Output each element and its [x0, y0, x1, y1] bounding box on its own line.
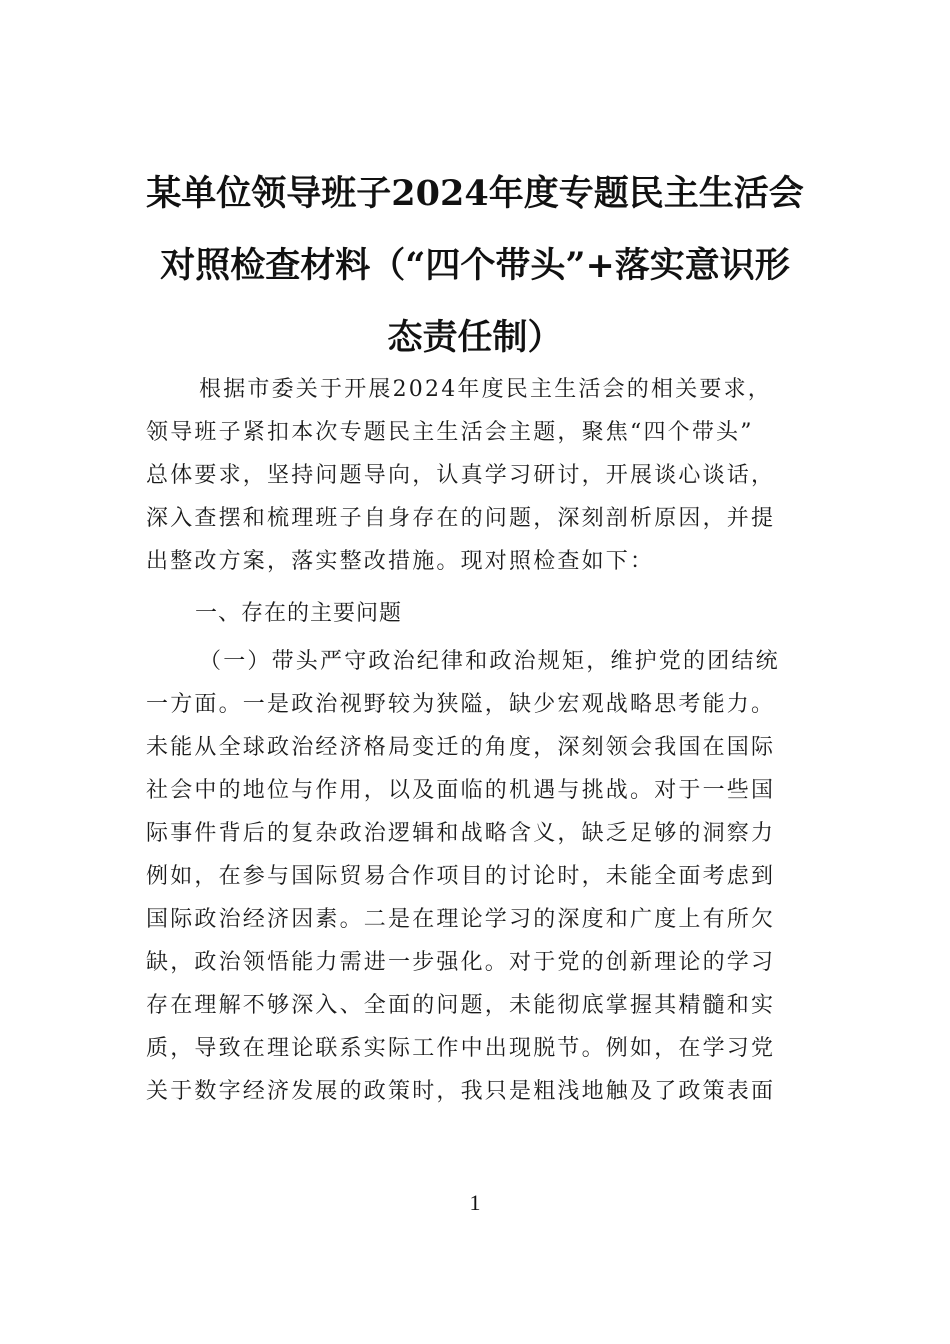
intro-line-3: 总体要求，坚持问题导向，认真学习研讨，开展谈心谈话， [146, 463, 776, 488]
paragraph-line-3: 社会中的地位与作用，以及面临的机遇与挑战。对于一些国 [146, 778, 776, 803]
title-line-2: 对照检查材料（“四个带头”+落实意识形 [160, 245, 790, 286]
intro-line-4: 深入查摆和梳理班子自身存在的问题，深刻剖析原因，并提 [146, 506, 776, 531]
section-heading: 一、存在的主要问题 [195, 601, 403, 626]
title-line-1: 某单位领导班子2024年度专题民主生活会 [146, 173, 804, 214]
paragraph-line-9: 质，导致在理论联系实际工作中出现脱节。例如，在学习党 [146, 1036, 776, 1061]
intro-line-5: 出整改方案，落实整改措施。现对照检查如下： [146, 549, 655, 574]
paragraph-line-7: 缺，政治领悟能力需进一步强化。对于党的创新理论的学习 [146, 950, 776, 975]
document-title [140, 158, 810, 374]
paragraph-line-5: 例如，在参与国际贸易合作项目的讨论时，未能全面考虑到 [146, 864, 776, 889]
paragraph-line-1: 一方面。一是政治视野较为狭隘，缺少宏观战略思考能力。 [146, 692, 776, 717]
paragraph-line-4: 际事件背后的复杂政治逻辑和战略含义，缺乏足够的洞察力 [146, 821, 776, 846]
intro-line-1: 根据市委关于开展2024年度民主生活会的相关要求， [199, 377, 772, 402]
intro-line-2: 领导班子紧扣本次专题民主生活会主题，聚焦“四个带头” [146, 420, 754, 445]
title-line-3: 态责任制） [387, 317, 563, 358]
paragraph-line-6: 国际政治经济因素。二是在理论学习的深度和广度上有所欠 [146, 907, 776, 932]
page-number: 1 [469, 1190, 481, 1215]
paragraph-line-8: 存在理解不够深入、全面的问题，未能彻底掌握其精髓和实 [146, 993, 776, 1018]
paragraph-line-2: 未能从全球政治经济格局变迁的角度，深刻领会我国在国际 [146, 735, 776, 760]
subsection-line-1: （一）带头严守政治纪律和政治规矩，维护党的团结统 [199, 649, 780, 674]
paragraph-line-10: 关于数字经济发展的政策时，我只是粗浅地触及了政策表面 [146, 1079, 776, 1104]
